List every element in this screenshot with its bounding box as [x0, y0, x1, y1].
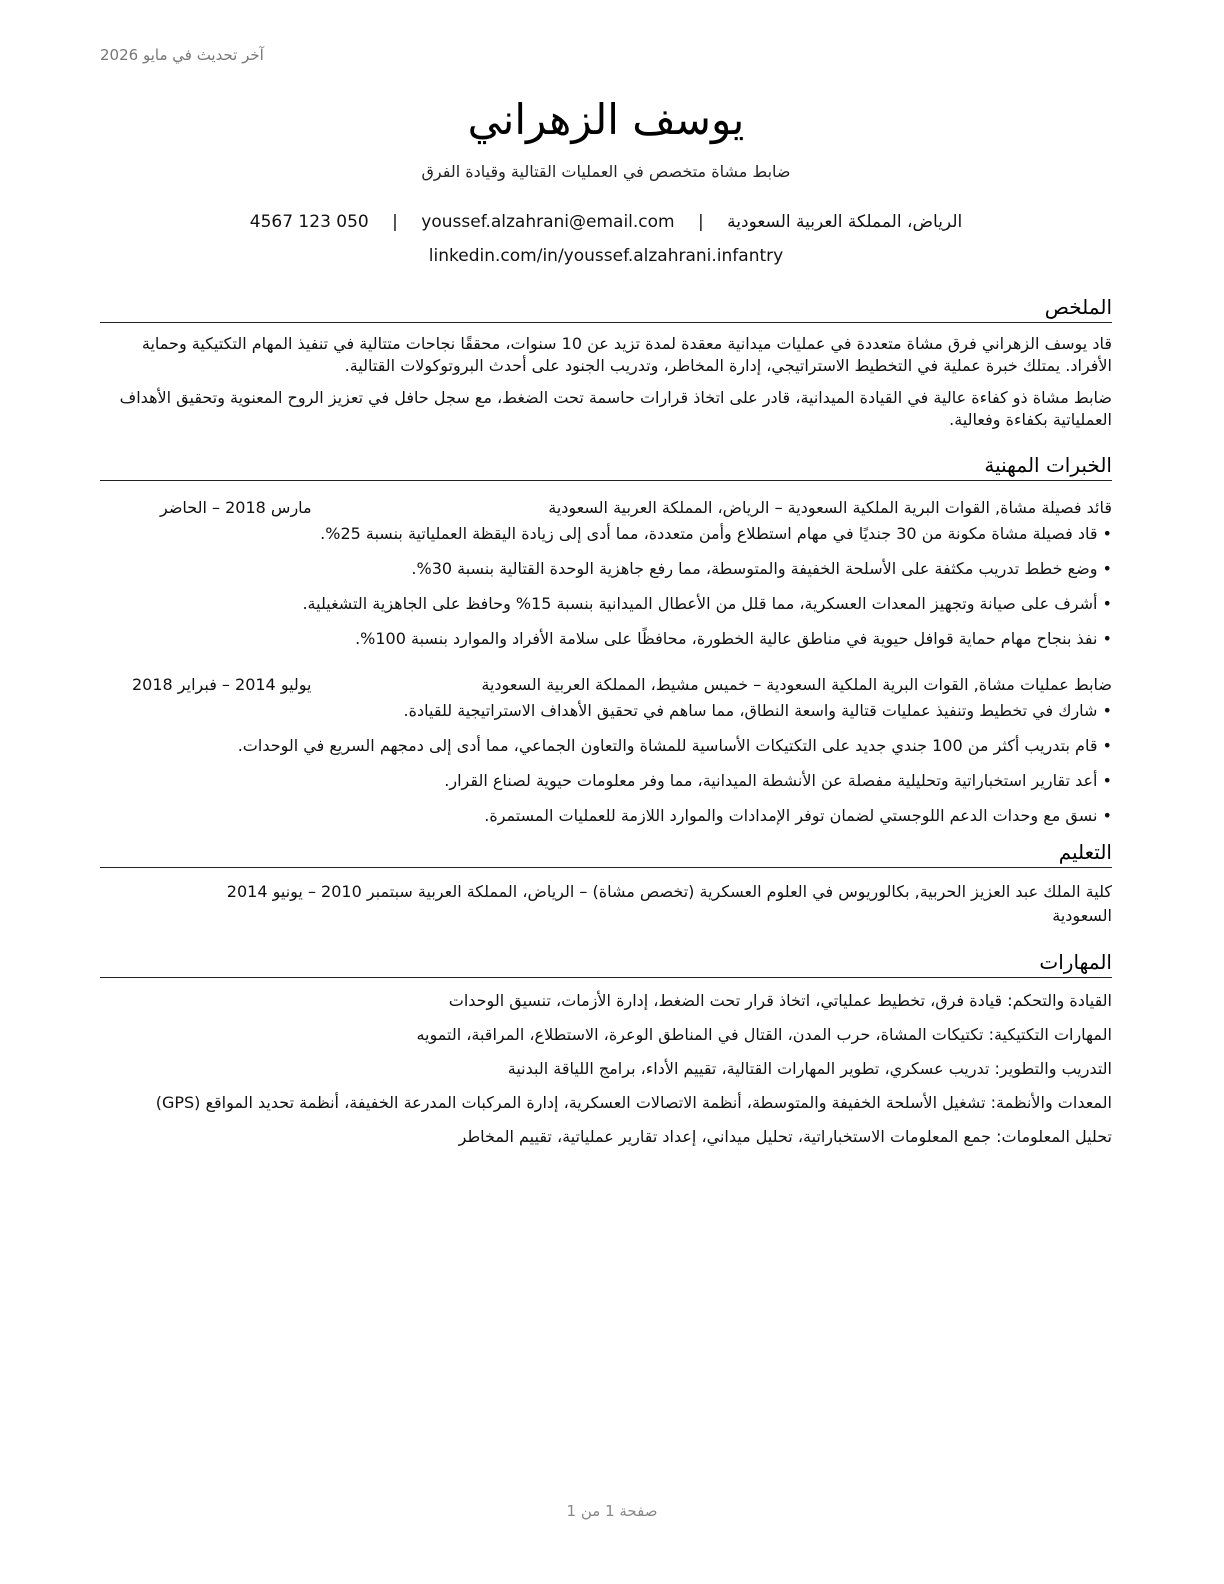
contact-line-1 — [100, 205, 1112, 239]
skill-item: التدريب والتطوير: تدريب عسكري، تطوير المهارات القتالية، تقييم الأداء، برامج اللياقة البدنية — [507, 1059, 1112, 1078]
skill-item: المعدات والأنظمة: تشغيل الأسلحة الخفيفة والمتوسطة، أنظمة الاتصالات العسكرية، إدارة المركبات المدرعة الخفيفة، أنظمة تحديد المواقع (GPS) — [155, 1093, 1112, 1112]
job-bullet: • شارك في تخطيط وتنفيذ عمليات قتالية واسعة النطاق، مما ساهم في تحقيق الأهداف الاستراتيجية للقيادة. — [100, 700, 1112, 722]
candidate-name: يوسف الزهراني — [467, 95, 745, 144]
contact-line-2 — [100, 239, 1112, 273]
summary-paragraph: قاد يوسف الزهراني فرق مشاة متعددة في عمليات ميدانية معقدة لمدة تزيد عن 10 سنوات، محققًا نجاحات متتالية في تنفيذ المهام التكتيكية وحماية الأفراد. يمتلك خبرة عملية في التخطيط الاستراتيجي، إدارة المخاطر، وتدريب الجنود على أحدث البروتوكولات القتالية. — [141, 334, 1112, 375]
contact-email[interactable]: youssef.alzahrani@email.com — [421, 212, 675, 232]
contact-phone: 4567 123 050 — [249, 212, 369, 232]
contact-location: الرياض، المملكة العربية السعودية — [727, 212, 963, 232]
job-header — [100, 672, 1112, 698]
job-bullet: • نفذ بنجاح مهام حماية قوافل حيوية في مناطق عالية الخطورة، محافظًا على سلامة الأفراد والموارد بنسبة 100%. — [100, 628, 1112, 650]
job-dates: يوليو 2014 – فبراير 2018 — [132, 675, 312, 694]
candidate-title: ضابط مشاة متخصص في العمليات القتالية وقيادة الفرق — [421, 162, 791, 181]
job-header — [100, 495, 1112, 521]
skill-item: القيادة والتحكم: قيادة فرق، تخطيط عملياتي، اتخاذ قرار تحت الضغط، إدارة الأزمات، تنسيق الوحدات — [448, 991, 1112, 1010]
job-bullet: • أعد تقارير استخباراتية وتحليلية مفصلة عن الأنشطة الميدانية، مما وفر معلومات حيوية لصناع القرار. — [100, 770, 1112, 792]
job-role: ضابط عمليات مشاة, القوات البرية الملكية السعودية – خميس مشيط، المملكة العربية السعودية — [481, 675, 1112, 694]
education-entry — [100, 880, 1112, 928]
education-heading: التعليم — [100, 840, 1112, 868]
job-entry — [100, 495, 1112, 650]
job-bullets — [100, 700, 1112, 827]
job-entry — [100, 672, 1112, 827]
education-line: السعودية — [1052, 906, 1112, 925]
contact-info — [100, 205, 1112, 273]
experience-heading: الخبرات المهنية — [100, 453, 1112, 481]
skill-item: تحليل المعلومات: جمع المعلومات الاستخباراتية، تحليل ميداني، إعداد تقارير عملياتية، تقييم المخاطر — [458, 1127, 1112, 1146]
summary-paragraph: ضابط مشاة ذو كفاءة عالية في القيادة الميدانية، قادر على اتخاذ قرارات حاسمة تحت الضغط، مع سجل حافل في تعزيز الروح المعنوية وتحقيق الأهداف العملياتية بكفاءة وفعالية. — [119, 388, 1112, 429]
job-bullets — [100, 523, 1112, 650]
job-bullet: • أشرف على صيانة وتجهيز المعدات العسكرية، مما قلل من الأعطال الميدانية بنسبة 15% وحافظ على الجاهزية التشغيلية. — [100, 593, 1112, 615]
skill-item: المهارات التكتيكية: تكتيكات المشاة، حرب المدن، القتال في المناطق الوعرة، الاستطلاع، المراقبة، التمويه — [416, 1025, 1112, 1044]
contact-linkedin[interactable]: linkedin.com/in/youssef.alzahrani.infantry — [428, 246, 784, 266]
job-dates: مارس 2018 – الحاضر — [160, 498, 312, 517]
job-bullet: • قام بتدريب أكثر من 100 جندي جديد على التكتيكات الأساسية للمشاة والتعاون الجماعي، مما أدى إلى دمجهم السريع في الوحدات. — [100, 735, 1112, 757]
job-bullet: • وضع خطط تدريب مكثفة على الأسلحة الخفيفة والمتوسطة، مما رفع جاهزية الوحدة القتالية بنسبة 30%. — [100, 558, 1112, 580]
skills-heading: المهارات — [100, 950, 1112, 978]
last-updated-note: آخر تحديث في مايو 2026 — [100, 46, 264, 64]
job-bullet: • قاد فصيلة مشاة مكونة من 30 جنديًا في مهام استطلاع وأمن متعددة، مما أدى إلى زيادة اليقظة العملياتية بنسبة 25%. — [100, 523, 1112, 545]
summary-heading: الملخص — [100, 295, 1112, 323]
contact-separator: | — [698, 212, 704, 232]
education-line: كلية الملك عبد العزيز الحربية, بكالوريوس في العلوم العسكرية (تخصص مشاة) – الرياض، المملكة العربية سبتمبر 2010 – يونيو 2014 — [226, 882, 1112, 901]
contact-separator: | — [392, 212, 398, 232]
page-footer: صفحة 1 من 1 — [566, 1502, 658, 1520]
job-role: قائد فصيلة مشاة, القوات البرية الملكية السعودية – الرياض، المملكة العربية السعودية — [548, 498, 1112, 517]
job-bullet: • نسق مع وحدات الدعم اللوجستي لضمان توفر الإمدادات والموارد اللازمة للعمليات المستمرة. — [100, 805, 1112, 827]
resume-page — [100, 92, 1112, 1148]
